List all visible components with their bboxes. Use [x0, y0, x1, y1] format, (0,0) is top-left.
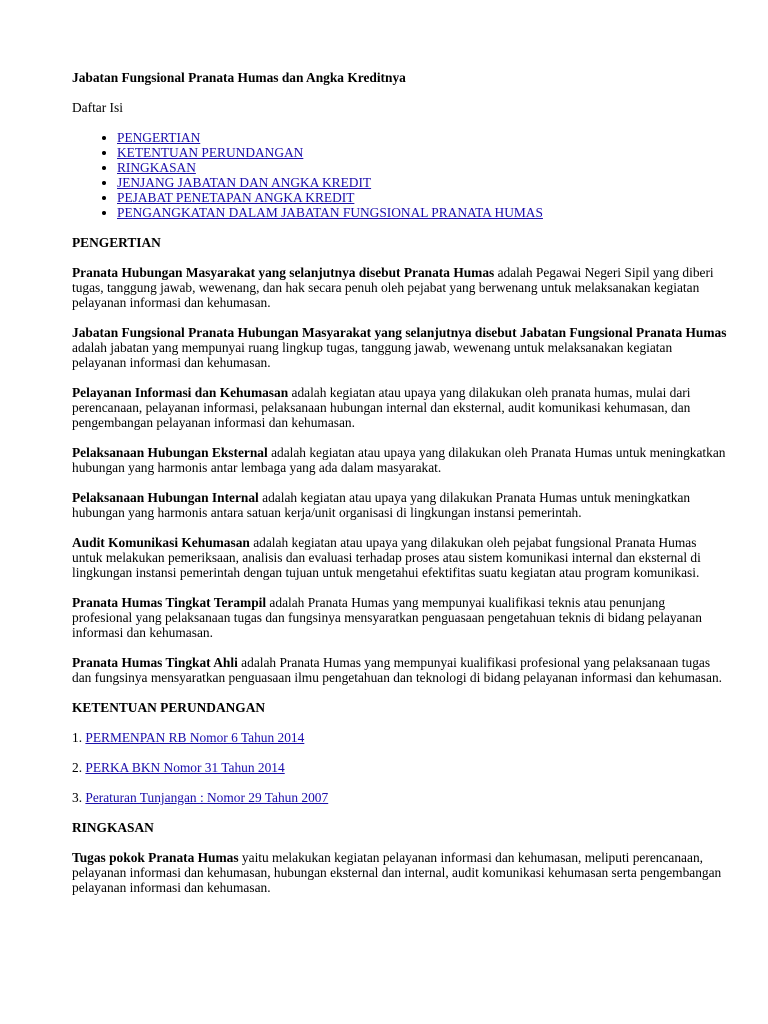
definition-text: adalah Pegawai Negeri Sipil yang diberi tugas, tanggung jawab, wewenang, dan hak secara penuh oleh pejabat yang berwenang untuk melaksanakan kegiatan pelayanan informasi dan kehumasan.	[72, 265, 714, 310]
regulation-item	[72, 760, 728, 775]
definition-term: Audit Komunikasi Kehumasan	[72, 535, 250, 550]
toc-heading: Daftar Isi	[72, 100, 123, 115]
definition-term: Pelayanan Informasi dan Kehumasan	[72, 385, 289, 400]
toc-link-jenjang-jabatan[interactable]: JENJANG JABATAN DAN ANGKA KREDIT	[117, 175, 372, 190]
document-title: Jabatan Fungsional Pranata Humas dan Angka Kreditnya	[72, 70, 406, 85]
regulation-link-perka-bkn[interactable]: PERKA BKN Nomor 31 Tahun 2014	[85, 760, 285, 775]
definition-text: adalah Pranata Humas yang mempunyai kualifikasi profesional yang pelaksanaan tugas dan fungsinya mensyaratkan penguasaan ilmu pengetahuan dan teknologi di bidang pelayanan informasi dan kehumasan.	[72, 655, 722, 685]
definition-text: adalah kegiatan atau upaya yang dilakukan oleh pejabat fungsional Pranata Humas untuk melakukan pemeriksaan, analisis dan evaluasi terhadap proses atau sistem komunikasi internal dan eksternal di lingkungan instansi pemerintah dengan tujuan untuk mengetahui efektifitas suatu kegiatan atau program komunikasi.	[72, 535, 701, 580]
definition-text: adalah jabatan yang mempunyai ruang lingkup tugas, tanggung jawab, wewenang untuk melaksanakan kegiatan pelayanan informasi dan kehumasan.	[72, 340, 673, 370]
definition-term: Pelaksanaan Hubungan Internal	[72, 490, 259, 505]
definition-paragraph	[72, 325, 728, 370]
definition-term: Pranata Hubungan Masyarakat yang selanjutnya disebut Pranata Humas	[72, 265, 495, 280]
definition-term: Pranata Humas Tingkat Terampil	[72, 595, 267, 610]
definition-paragraph	[72, 655, 728, 685]
definition-paragraph	[72, 535, 728, 580]
definition-paragraph	[72, 445, 728, 475]
toc-item	[117, 175, 728, 190]
regulation-number: 2.	[72, 760, 86, 775]
definition-paragraph	[72, 265, 728, 310]
regulation-number: 3.	[72, 790, 86, 805]
summary-text: yaitu melakukan kegiatan pelayanan informasi dan kehumasan, meliputi perencanaan, pelayanan informasi dan kehumasan, hubungan eksternal dan internal, audit komunikasi kehumasan serta pengembangan pelayanan informasi dan kehumasan.	[72, 850, 722, 895]
regulation-item	[72, 730, 728, 745]
toc-link-ketentuan-perundangan[interactable]: KETENTUAN PERUNDANGAN	[117, 145, 304, 160]
regulation-item	[72, 790, 728, 805]
definition-paragraph	[72, 385, 728, 430]
definition-term: Pelaksanaan Hubungan Eksternal	[72, 445, 268, 460]
toc-link-pejabat-penetapan[interactable]: PEJABAT PENETAPAN ANGKA KREDIT	[117, 190, 355, 205]
toc-item	[117, 130, 728, 145]
summary-paragraph	[72, 850, 728, 895]
definition-text: adalah kegiatan atau upaya yang dilakukan oleh Pranata Humas untuk meningkatkan hubungan yang harmonis antar lembaga yang ada dalam masyarakat.	[72, 445, 726, 475]
section-heading-ringkasan: RINGKASAN	[72, 820, 154, 835]
toc-item	[117, 145, 728, 160]
toc-link-pengertian[interactable]: PENGERTIAN	[117, 130, 201, 145]
table-of-contents	[72, 130, 728, 220]
definition-term: Pranata Humas Tingkat Ahli	[72, 655, 238, 670]
regulation-link-permenpan[interactable]: PERMENPAN RB Nomor 6 Tahun 2014	[85, 730, 305, 745]
definition-text: adalah kegiatan atau upaya yang dilakukan Pranata Humas untuk meningkatkan hubungan yang harmonis antara satuan kerja/unit organisasi di lingkungan instansi pemerintah.	[72, 490, 691, 520]
toc-link-pengangkatan[interactable]: PENGANGKATAN DALAM JABATAN FUNGSIONAL PRANATA HUMAS	[117, 205, 543, 220]
toc-link-ringkasan[interactable]: RINGKASAN	[117, 160, 196, 175]
toc-item	[117, 160, 728, 175]
definition-paragraph	[72, 490, 728, 520]
toc-item	[117, 190, 728, 205]
section-heading-ketentuan-perundangan: KETENTUAN PERUNDANGAN	[72, 700, 266, 715]
regulation-link-peraturan-tunjangan[interactable]: Peraturan Tunjangan : Nomor 29 Tahun 2007	[85, 790, 329, 805]
summary-term: Tugas pokok Pranata Humas	[72, 850, 239, 865]
definition-text: adalah kegiatan atau upaya yang dilakukan oleh pranata humas, mulai dari perencanaan, pelayanan informasi, pelaksanaan hubungan internal dan eksternal, audit komunikasi kehumasan, dan pengembangan pelayanan informasi dan kehumasan.	[72, 385, 691, 430]
regulation-number: 1.	[72, 730, 86, 745]
definition-term: Jabatan Fungsional Pranata Hubungan Masyarakat yang selanjutnya disebut Jabatan Fungsional Pranata Humas	[72, 325, 727, 340]
definition-text: adalah Pranata Humas yang mempunyai kualifikasi teknis atau penunjang profesional yang pelaksanaan tugas dan fungsinya mensyaratkan penguasaan pengetahuan teknis di bidang pelayanan informasi dan kehumasan.	[72, 595, 702, 640]
definition-paragraph	[72, 595, 728, 640]
section-heading-pengertian: PENGERTIAN	[72, 235, 161, 250]
toc-item	[117, 205, 728, 220]
